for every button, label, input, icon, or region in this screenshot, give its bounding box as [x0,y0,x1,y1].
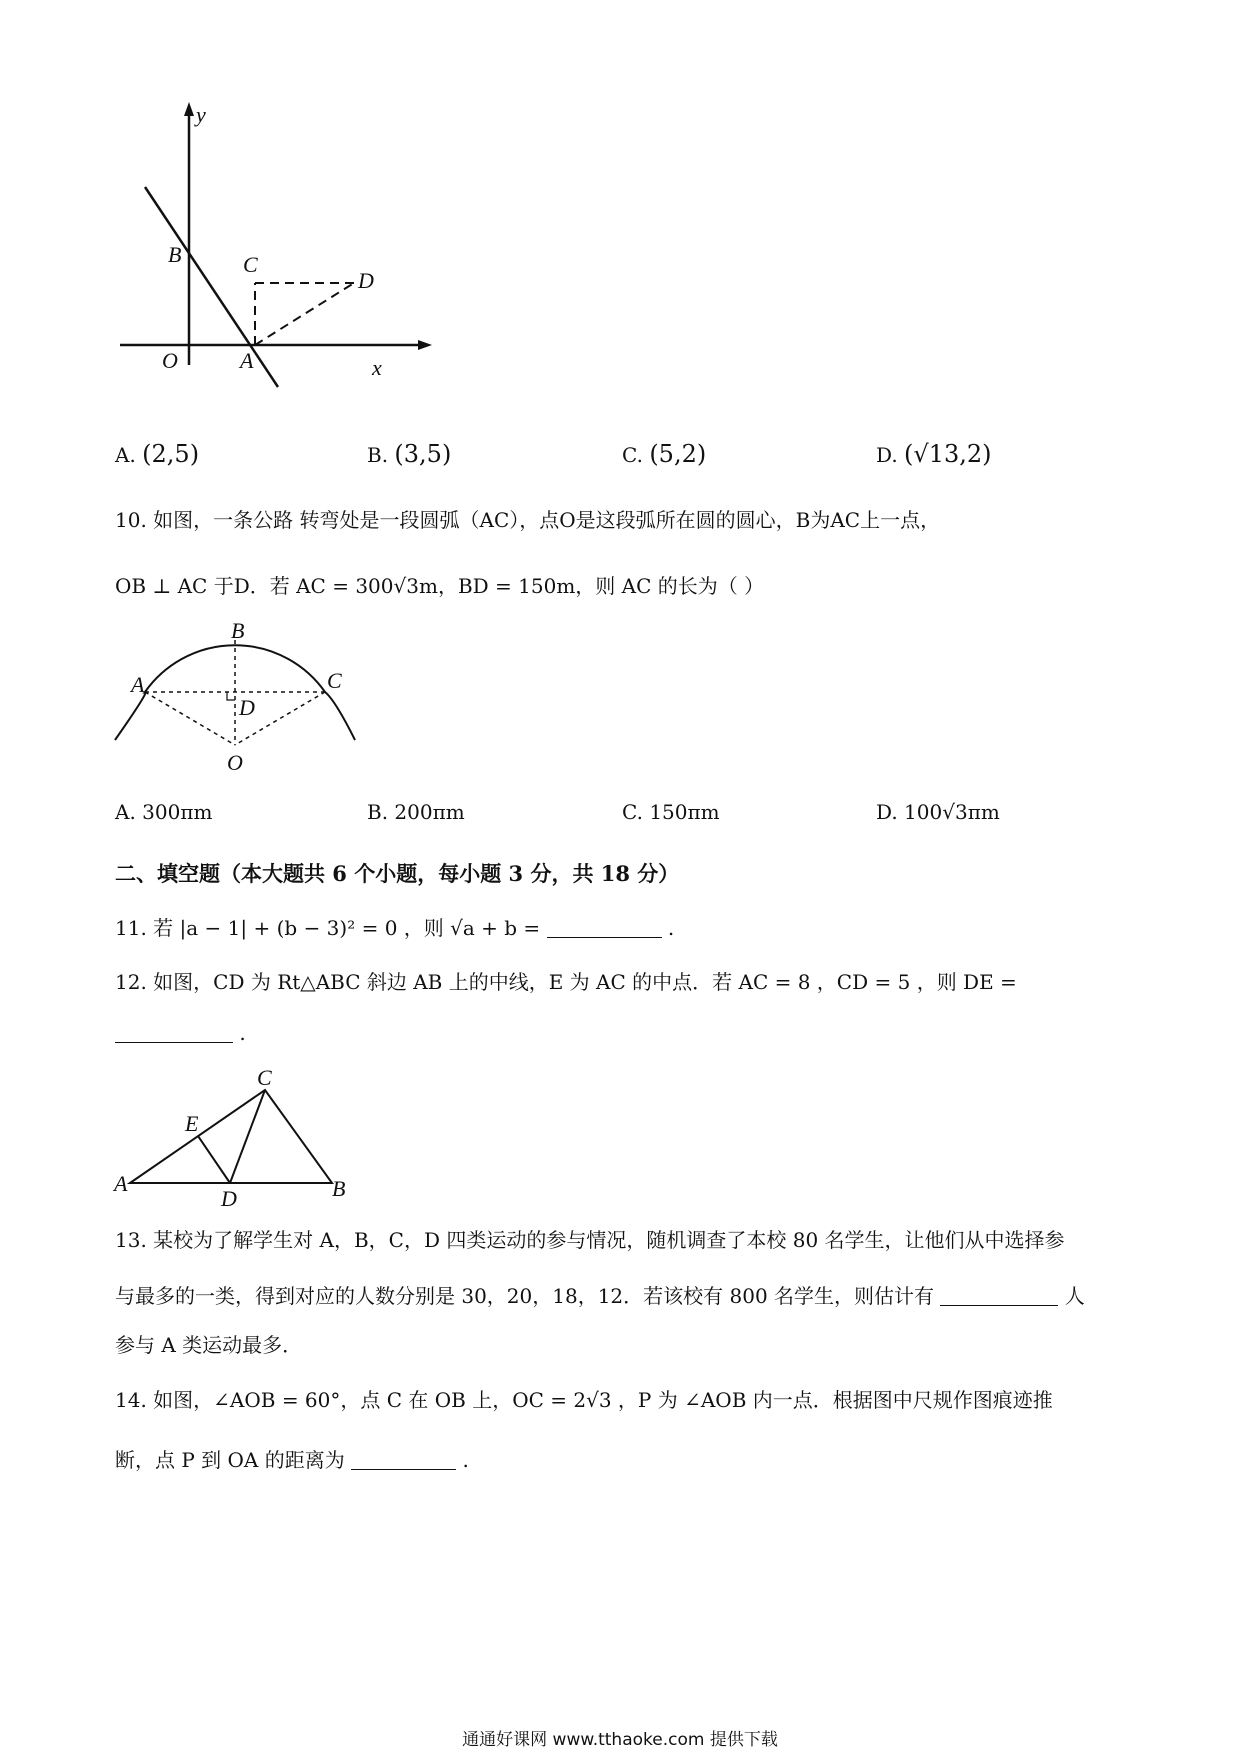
label-a: A [114,1171,128,1196]
q9-option-d[interactable] [876,440,992,468]
q13-line2 [115,1283,1085,1306]
right-angle-mark [227,692,235,700]
label-e: E [185,1111,199,1136]
q9-option-b[interactable] [367,440,451,468]
segment-cd [230,1090,265,1183]
label-o: O [227,750,243,775]
option-value: (3,5) [394,440,452,468]
option-value: 200πm [394,800,465,824]
q10-option-a[interactable] [115,800,212,824]
label-b: B [332,1176,346,1201]
answer-blank[interactable] [547,915,662,938]
label-d: D [221,1186,237,1210]
q9-coordinate-figure [100,100,440,420]
option-value: (√13,2) [904,440,992,468]
label-b: B [168,242,182,267]
option-value: 100√3πm [904,800,1000,824]
label-d: D [239,695,255,720]
label-c: C [327,668,342,693]
option-key: D. [876,800,898,824]
label-y: y [196,102,206,127]
option-key: C. [622,800,643,824]
option-key: A. [115,800,136,824]
q13-line3: 参与 A 类运动最多． [115,1333,303,1357]
q14-suffix: . [462,1448,469,1472]
section-heading: 二、填空题（本大题共 6 个小题，每小题 3 分，共 18 分） [115,861,680,886]
label-a: A [240,348,254,373]
option-value: 300πm [142,800,213,824]
answer-blank[interactable] [940,1283,1058,1306]
option-value: (5,2) [649,440,707,468]
label-x: x [372,355,382,380]
q11-prefix: 11. 若 [115,916,174,940]
answer-blank[interactable] [115,1020,233,1043]
q13-line2-text: 与最多的一类，得到对应的人数分别是 30，20，18，12．若该校有 800 名学生，则估计有 [115,1284,935,1308]
label-c: C [243,252,258,277]
answer-blank[interactable] [351,1447,456,1470]
q10-arc-figure [105,620,365,780]
q11-line [115,915,674,938]
segment-oa [145,692,235,745]
triangle-abc [130,1090,332,1183]
option-key: B. [367,800,389,824]
q14-line1: 14. 如图，∠AOB = 60°，点 C 在 OB 上，OC = 2√3 ，P 为 ∠AOB 内一点．根据图中尺规作图痕迹推 [115,1388,1053,1412]
page-footer: 通通好课网 www.tthaoke.com 提供下载 [462,1730,778,1750]
q14-line2-text: 断，点 P 到 OA 的距离为 [115,1448,345,1472]
q10-option-c[interactable] [622,800,720,824]
q11-suffix: . [667,916,675,940]
q9-option-a[interactable] [115,440,199,468]
q14-line2 [115,1447,469,1470]
label-d: D [358,268,374,293]
label-b: B [231,620,245,643]
q12-line1: 12. 如图，CD 为 Rt△ABC 斜边 AB 上的中线，E 为 AC 的中点．若 AC = 8 ，CD = 5 ，则 DE = [115,970,1017,994]
x-axis-arrow-icon [418,340,432,350]
segment-ad [255,283,354,345]
segment-de [198,1136,230,1183]
option-value: 150πm [649,800,720,824]
option-key: B. [367,443,389,467]
q13-line1: 13. 某校为了解学生对 A，B，C，D 四类运动的参与情况，随机调查了本校 80 名学生，让他们从中选择参 [115,1228,1065,1252]
option-value: (2,5) [142,440,200,468]
label-c: C [257,1065,272,1090]
q10-line2: OB ⊥ AC 于D．若 AC = 300√3m，BD = 150m，则 AC 的长为（ ） [115,574,765,598]
q10-option-d[interactable] [876,800,1000,824]
label-o: O [162,348,178,373]
label-a: A [131,672,145,697]
y-axis-arrow-icon [184,102,194,116]
q13-unit: 人 [1064,1284,1085,1308]
q9-option-c[interactable] [622,440,706,468]
q12-line2 [115,1020,246,1043]
option-key: A. [115,443,136,467]
q11-expression: |a − 1| + (b − 3)² = 0 ，则 √a + b = [179,916,541,940]
option-key: C. [622,443,643,467]
q12-triangle-figure [110,1065,360,1210]
q12-suffix: . [239,1021,246,1045]
q10-line1: 10. 如图，一条公路 转弯处是一段圆弧（AC），点O是这段弧所在圆的圆心，B为AC上一点， [115,508,941,532]
q10-option-b[interactable] [367,800,465,824]
option-key: D. [876,443,898,467]
